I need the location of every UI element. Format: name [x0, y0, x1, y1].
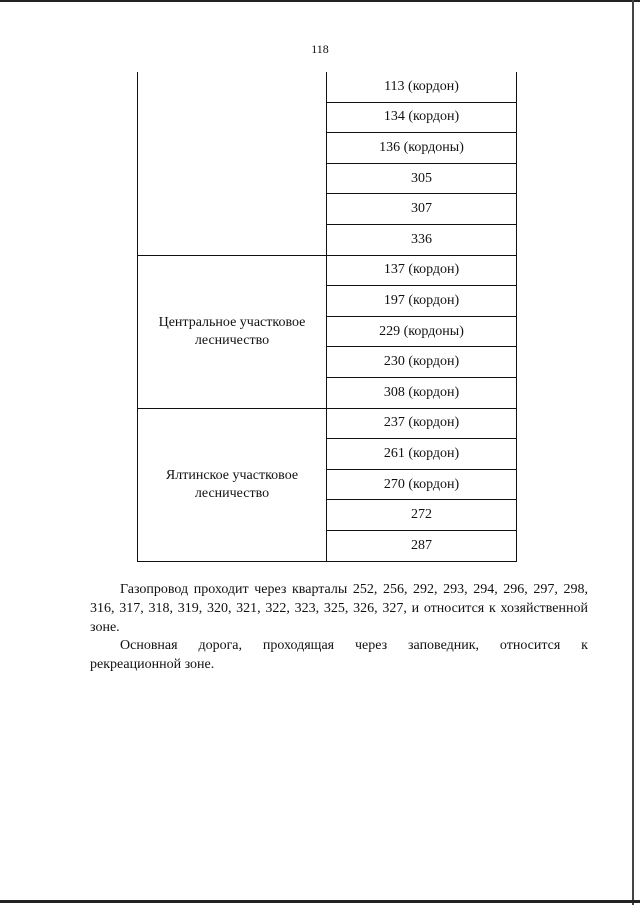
quarter-cell: 270 (кордон): [327, 469, 517, 500]
district-label: Центральное участковое лесничество: [158, 314, 306, 348]
main-road-paragraph: [90, 636, 588, 674]
table-row: [138, 255, 517, 286]
quarter-cell: 137 (кордон): [327, 255, 517, 286]
district-label: Ялтинское участковое лесничество: [165, 467, 299, 501]
scan-edge-right: [632, 0, 634, 905]
district-cell: [138, 408, 327, 561]
forestry-quarters-table: [137, 72, 517, 562]
gas-pipeline-paragraph: Газопровод проходит через кварталы 252, 256, 292, 293, 294, 296, 297, 298, 316, 317, 318, 319, 320, 321, 322, 323, 325, 326, 327, и относится к хозяйственной зоне.: [90, 582, 588, 635]
quarter-cell: 230 (кордон): [327, 347, 517, 378]
scan-edge-bottom: [0, 900, 640, 903]
quarter-cell: 113 (кордон): [327, 72, 517, 102]
main-road-line-1: Основная дорога, проходящая через заповедник, относится к: [120, 638, 588, 653]
quarter-cell: 272: [327, 500, 517, 531]
quarter-cell: 229 (кордоны): [327, 316, 517, 347]
district-cell: [138, 255, 327, 408]
main-road-line-2: рекреационной зоне.: [90, 657, 215, 672]
quarter-cell: 261 (кордон): [327, 439, 517, 470]
quarter-cell: 134 (кордон): [327, 102, 517, 133]
quarter-cell: 197 (кордон): [327, 286, 517, 317]
quarter-cell: 305: [327, 163, 517, 194]
district-cell: [138, 72, 327, 255]
page-number: 118: [311, 42, 329, 56]
table-row: [138, 72, 517, 102]
quarter-cell: 136 (кордоны): [327, 133, 517, 164]
scan-edge-top: [0, 0, 640, 2]
quarter-cell: 287: [327, 530, 517, 561]
quarter-cell: 237 (кордон): [327, 408, 517, 439]
quarter-cell: 307: [327, 194, 517, 225]
quarter-cell: 308 (кордон): [327, 377, 517, 408]
table-row: [138, 408, 517, 439]
quarter-cell: 336: [327, 224, 517, 255]
